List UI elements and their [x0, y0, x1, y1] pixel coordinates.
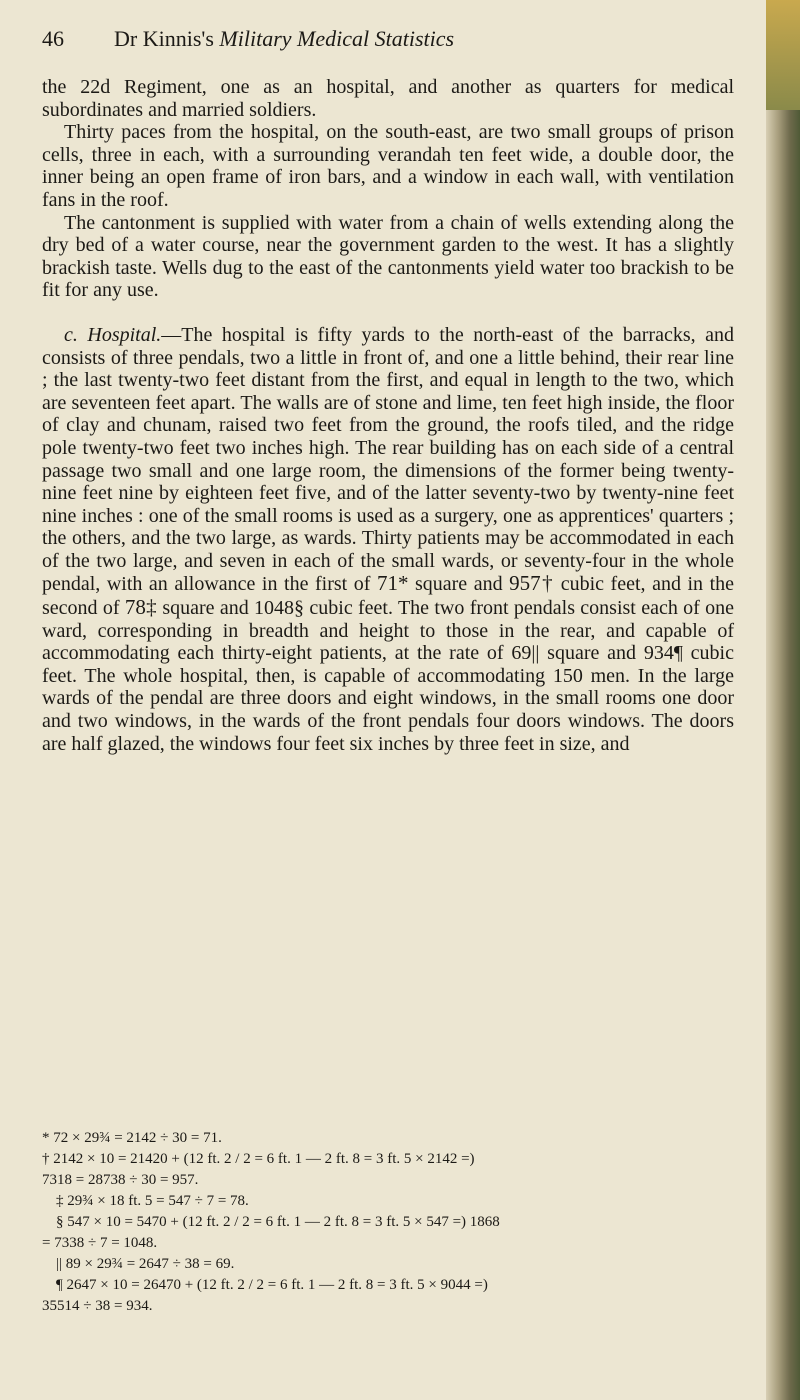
hospital-text-a: —The hospital is fifty yards to the north-east of the barracks, and consists of three pendals, two a little in front of, and one a little behind, their rear line ; the last twenty-two feet distant from the first, and equal in length to the two, which are seventeen feet apart. The walls are of stone and lime, ten feet high inside, the floor of clay and chunam, raised two feet from the ground, the roofs tiled, and the ridge pole twenty-two feet two inches high. The rear building has on each side of a central passage two small and one large room, the dimensions of the former being twenty-nine feet nine by eighteen feet five, and of the latter seventy-two by twenty-nine feet nine inches : one of the small rooms is used as a surgery, one as apprentices' quarters ; the others, and the two large, as wards. Thirty patients may be accommodated in each of the two large, and seven in each of the small wards, or seventy-four in the whole pendal, with an allowance in the first of — [42, 323, 734, 596]
section-label: c. Hospital. — [64, 323, 162, 346]
body-text — [42, 76, 734, 755]
paragraph-3: The cantonment is supplied with water from a chain of wells extending along the dry bed of a water course, near the government garden to the west. It has a slightly brackish taste. Wells dug to the east of the cantonments yield water too brackish to be fit for any use. — [42, 211, 734, 302]
footnote-line: 7318 = 28738 ÷ 30 = 957. — [42, 1172, 199, 1188]
paragraph-1: the 22d Regiment, one as an hospital, and another as quarters for medical subordinates and married soldiers. — [42, 76, 734, 121]
hospital-text-d: square and 1048§ cubic feet. The two front pendals consist each of one ward, corresponding in breadth and height to those in the rear, and capable of accommodating each thirty-eight patients, at the rate of 69|| square and 934¶ cubic feet. The whole hospital, then, is capable of accommodating 150 men. In the large wards of the pendal are three doors and eight windows, in the small rooms one door and two windows, in the wards of the front pendals four doors windows. The doors are half glazed, the windows four feet six inches by three feet in size, and — [42, 597, 735, 755]
footnote-line: ¶ 2647 × 10 = 26470 + (12 ft. 2 / 2 = 6 ft. 1 — 2 ft. 8 = 3 ft. 5 × 9044 =) — [56, 1277, 488, 1293]
footnote-line: * 72 × 29¾ = 2142 ÷ 30 = 71. — [42, 1130, 222, 1146]
page-edge-top — [766, 0, 800, 110]
figure-78: 78‡ — [124, 595, 158, 620]
page-edge — [766, 0, 800, 1400]
figure-957: 957† — [509, 571, 555, 596]
footnote-line: || 89 × 29¾ = 2647 ÷ 38 = 69. — [56, 1256, 235, 1272]
running-header — [42, 26, 742, 62]
footnotes — [42, 1128, 742, 1317]
running-author: Dr Kinnis's — [114, 26, 214, 51]
footnote-line: = 7338 ÷ 7 = 1048. — [42, 1235, 158, 1251]
hospital-text-c: cubic feet, and in the second of — [42, 573, 734, 620]
running-title — [114, 26, 454, 52]
hospital-text-b: square and — [408, 573, 510, 596]
footnote-line: § 547 × 10 = 5470 + (12 ft. 2 / 2 = 6 ft. 1 — 2 ft. 8 = 3 ft. 5 × 547 =) 1868 — [56, 1214, 500, 1230]
footnote-line: 35514 ÷ 38 = 934. — [42, 1298, 153, 1314]
footnote-line: † 2142 × 10 = 21420 + (12 ft. 2 / 2 = 6 ft. 1 — 2 ft. 8 = 3 ft. 5 × 2142 =) — [42, 1151, 475, 1167]
paragraph-2: Thirty paces from the hospital, on the south-east, are two small groups of prison cells, three in each, with a surrounding verandah ten feet wide, a double door, the inner being an open frame of iron bars, and a window in each wall, with ventilation fans in the roof. — [42, 121, 734, 211]
footnote-line: ‡ 29¾ × 18 ft. 5 = 547 ÷ 7 = 78. — [56, 1193, 249, 1209]
paragraph-hospital — [42, 324, 734, 755]
figure-71: 71* — [376, 571, 409, 596]
running-book-title: Military Medical Statistics — [219, 26, 455, 51]
page-number: 46 — [42, 26, 64, 51]
